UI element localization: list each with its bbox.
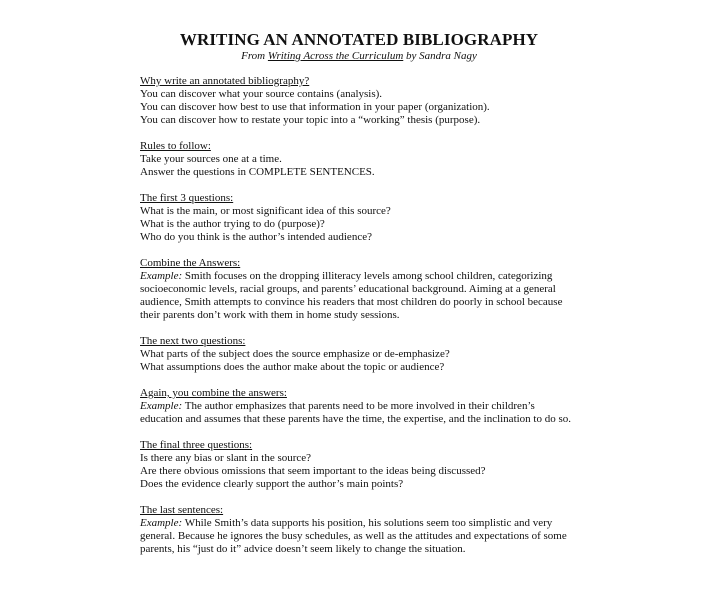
section-rules [140,140,580,179]
section-line: What is the main, or most significant idea of this source? [140,205,391,217]
section-why [140,75,580,127]
example-paragraph [140,517,580,556]
section-first-questions [140,192,580,244]
example-label: Example: [140,400,183,412]
section-final-questions [140,439,580,491]
subtitle-from: From [241,50,266,62]
section-next-questions [140,335,580,374]
section-heading: Again, you combine the answers: [140,387,287,399]
section-heading: Combine the Answers: [140,257,241,269]
section-combine-again [140,387,580,426]
section-line: Take your sources one at a time. [140,153,282,165]
subtitle-author: by Sandra Nagy [406,50,477,62]
section-heading: The first 3 questions: [140,192,234,204]
section-line: You can discover how to restate your topic into a “working” thesis (purpose). [140,114,481,126]
section-heading: The next two questions: [140,335,246,347]
section-line: Does the evidence clearly support the author’s main points? [140,478,404,490]
subtitle-work-title: Writing Across the Curriculum [267,50,404,62]
section-line: What is the author trying to do (purpose)? [140,218,325,230]
section-line: Is there any bias or slant in the source? [140,452,312,464]
example-label: Example: [140,517,183,529]
example-text: While Smith’s data supports his position, his solutions seem too simplistic and very general. Because he ignores the busy schedules, as well as the attitudes and expectations of some parents, his “just do it” advice doesn’t seem likely to change the situation. [140,517,567,555]
example-label: Example: [140,270,183,282]
section-heading: The last sentences: [140,504,224,516]
document-body [140,75,580,569]
example-paragraph [140,270,580,322]
section-line: What assumptions does the author make about the topic or audience? [140,361,445,373]
section-heading: Rules to follow: [140,140,211,152]
document-subtitle [0,49,718,63]
section-heading: Why write an annotated bibliography? [140,75,310,87]
example-text: Smith focuses on the dropping illiteracy levels among school children, categorizing socioeconomic levels, racial groups, and parents’ educational background. Aiming at a general audience, Smith attempts to convince his readers that most children do poorly in school because their parents don’t work with them in home study sessions. [140,270,563,321]
section-last-sentences [140,504,580,556]
example-text: The author emphasizes that parents need to be more involved in their children’s education and assumes that these parents have the time, the expertise, and the inclination to do so. [140,400,572,425]
section-line: What parts of the subject does the source emphasize or de-emphasize? [140,348,450,360]
document-title: WRITING AN ANNOTATED BIBLIOGRAPHY [179,30,539,49]
section-line: Answer the questions in COMPLETE SENTENCES. [140,166,375,178]
section-combine-answers [140,257,580,322]
section-line: You can discover what your source contains (analysis). [140,88,383,100]
section-heading: The final three questions: [140,439,253,451]
section-line: Who do you think is the author’s intended audience? [140,231,372,243]
example-paragraph [140,400,580,426]
section-line: Are there obvious omissions that seem important to the ideas being discussed? [140,465,486,477]
section-line: You can discover how best to use that information in your paper (organization). [140,101,490,113]
